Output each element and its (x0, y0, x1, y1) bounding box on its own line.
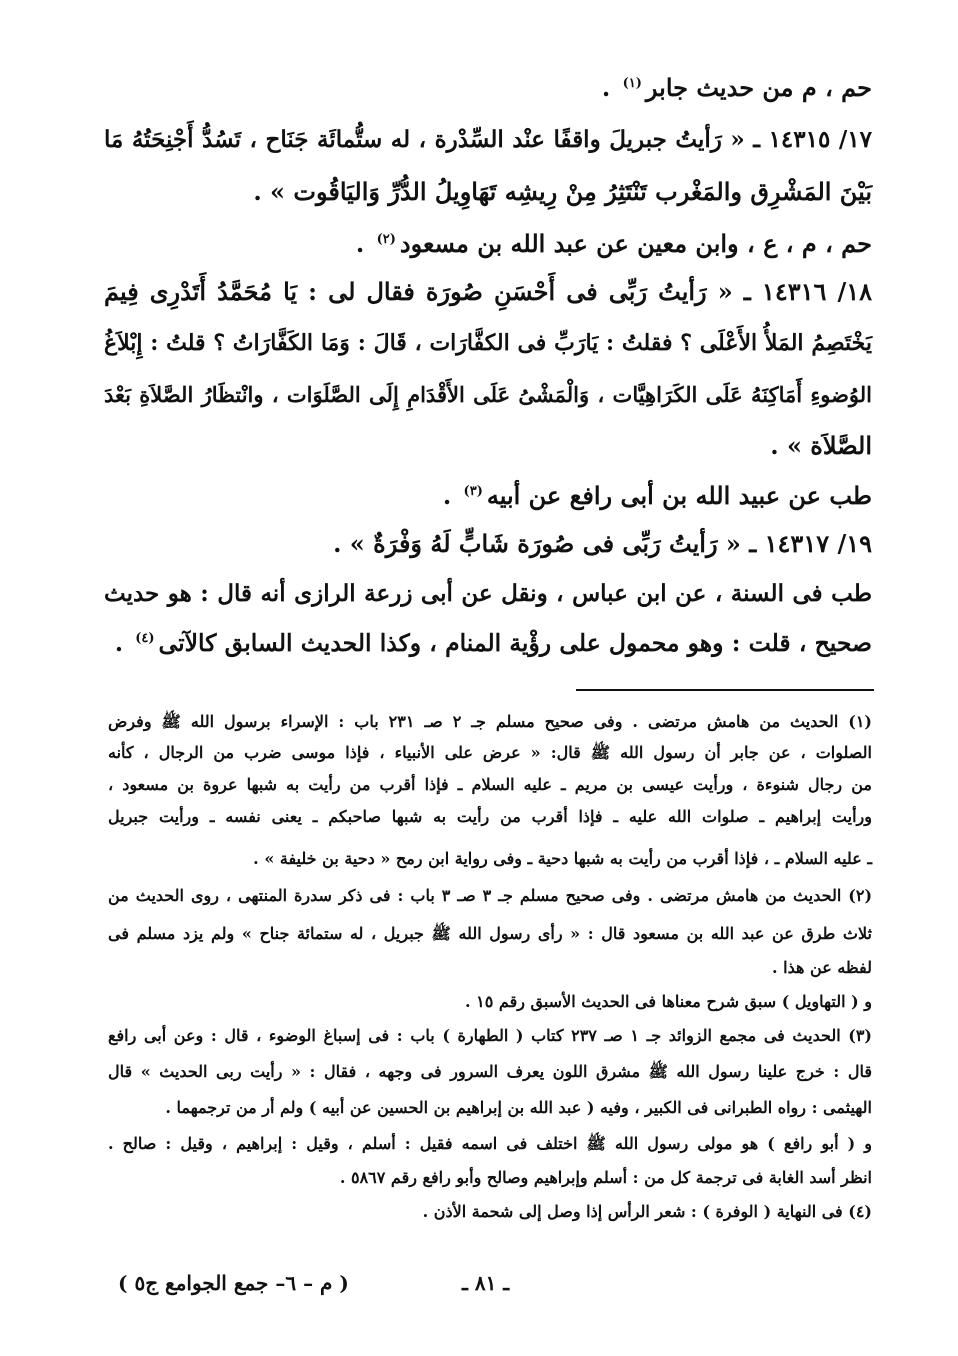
footnote-line: ورأيت إبراهيم ـ صلوات الله عليه ـ فإذا أقرب من رأيت به شبها صاحبكم ـ يعنى نفسه ـ ورأيت جبريل (108, 807, 872, 826)
line-end: . (355, 229, 373, 258)
footnote-ref: (٢) (376, 232, 396, 247)
footnote-ref: (٣) (463, 484, 483, 499)
line-text: صحيح ، قلت : وهو محمول على رؤْية المنام ، وكذا الحديث السابق كالآتى (158, 629, 872, 657)
source-line (601, 73, 872, 102)
line-text: طب عن عبيد الله بن أبى رافع عن أبيه (486, 481, 872, 510)
footnote-line: (٢) الحديث من هامش مرتضى . وفى صحيح مسلم جـ ٣ صـ ٣ باب : فى ذكر سدرة المنتهى ، روى الحديث من (108, 886, 873, 905)
footnote-ref: (٤) (135, 631, 155, 647)
source-line (114, 629, 872, 657)
page-number: ـ ٨١ ـ (462, 1271, 510, 1295)
source-line (442, 481, 872, 510)
hadith-line: بَيْنَ المَشْرِق والمَغْرب تَنْتَثِرُ مِنْ رِيشِه تَهَاوِيلُ الدُّرِّ وَاليَاقُوت » . (253, 177, 872, 206)
hadith-line: الوُضوءِ أَمَاكِنَهُ عَلَى الكَرَاهِيَّات ، وَالْمَشْىُ عَلَى الأَقْدَامِ إِلَى الصَّلَوَات ، وانْتظَارُ الصَّلاَةِ بَعْدَ (104, 382, 872, 407)
hadith-line: الصَّلاَة » . (770, 431, 872, 460)
line-end: . (114, 629, 132, 657)
signature-mark: ( م – ٦– جمع الجوامع ج٥ ) (118, 1271, 349, 1295)
hadith-line: ١٩/ ١٤٣١٧ ـ « رَأيتُ رَبِّى فى صُورَة شَابٍّ لَهُ وَفْرَةٌ » . (333, 529, 872, 558)
line-end: . (442, 481, 460, 510)
footnote-line: و ( أبو رافع ) هو مولى رسول الله ﷺ اختلف فى اسمه فقيل : أسلم ، وقيل : إبراهيم ، وقيل : صالح . (108, 1134, 872, 1153)
footnote-line: و ( التهاويل ) سبق شرح معناها فى الحديث الأسبق رقم ١٥ . (465, 992, 872, 1011)
footnote-line: ثلاث طرق عن عبد الله بن مسعود قال : « رأى رسول الله ﷺ جبريل ، له ستمائة جناح » ولم يزد مسلم فى (108, 924, 872, 943)
source-line (355, 229, 872, 258)
footnote-separator (576, 689, 874, 691)
footnote-line: ـ عليه السلام ـ ، فإذا أقرب من رأيت به شبها دحية ـ وفى رواية ابن رمح « دحية بن خليفة » . (253, 849, 872, 868)
footnote-line: الهيثمى : رواه الطبرانى فى الكبير ، وفيه ( عبد الله بن إبراهيم بن الحسين عن أبيه ) ولم أر من ترجمهما . (165, 1098, 872, 1117)
footnote-line: (٣) الحديث فى مجمع الزوائد جـ ١ صـ ٢٣٧ كتاب ( الطهارة ) باب : فى إسباغ الوضوء ، قال : وعن أبى رافع (108, 1026, 872, 1045)
hadith-line: ١٨/ ١٤٣١٦ ـ « رَأيتُ رَبِّى فى أَحْسَنِ صُورَة فقال لى : يَا مُحَمَّدُ أَتَدْرِى فِيمَ (104, 277, 873, 306)
footnote-line: (٤) فى النهاية ( الوفرة ) : شعر الرأس إذا وصل إلى شحمة الأذن . (422, 1202, 872, 1221)
footnote-line: من رجال شنوءة ، ورأيت عيسى بن مريم ـ عليه السلام ـ فإذا أقرب من رأيت به شبها عروة بن مسعود ، (108, 775, 872, 794)
hadith-line: يَخْتَصِمُ المَلأُ الأَعْلَى ؟ فقلتُ : يَارَبِّ فى الكفَّارَات ، قَالَ : وَمَا الكَفَّارَاتُ ؟ قلتُ : إِبْلاَغُ (104, 330, 872, 356)
footnote-line: انظر أسد الغابة فى ترجمة كل من : أسلم وإبراهيم وصالح وأبو رافع رقم ٥٨٦٧ . (339, 1168, 872, 1187)
source-line: طب فى السنة ، عن ابن عباس ، ونقل عن أبى زرعة الرازى أنه قال : هو حديث (104, 580, 872, 607)
line-end: . (601, 73, 619, 102)
footnote-line: قال : خرج علينا رسول الله ﷺ مشرق اللون يعرف السرور فى وجهه ، فقال : « رأيت ربى الحديث » قال (108, 1062, 872, 1081)
hadith-line: ١٧/ ١٤٣١٥ ـ « رَأيتُ جبريلَ واقفًا عنْد السِّدْرة ، له ستُّمائَة جَنَاح ، تَسُدُّ أَجْنِحَتُهُ مَا (104, 126, 872, 153)
footnote-ref: (١) (622, 76, 642, 91)
footnote-line: الصلوات ، عن جابر أن رسول الله ﷺ قال: « عرض على الأنبياء ، فإذا موسى ضرب من الرجال ، كأنه (108, 743, 873, 762)
line-text: حم ، م ، ع ، وابن معين عن عبد الله بن مسعود (399, 229, 872, 258)
line-text: حم ، م من حديث جابر (645, 73, 872, 102)
footnote-line: (١) الحديث من هامش مرتضى . وفى صحيح مسلم جـ ٢ صـ ٢٣١ باب : الإسراء برسول الله ﷺ وفرض (108, 712, 872, 731)
footnote-line: لفظه عن هذا . (772, 958, 872, 977)
